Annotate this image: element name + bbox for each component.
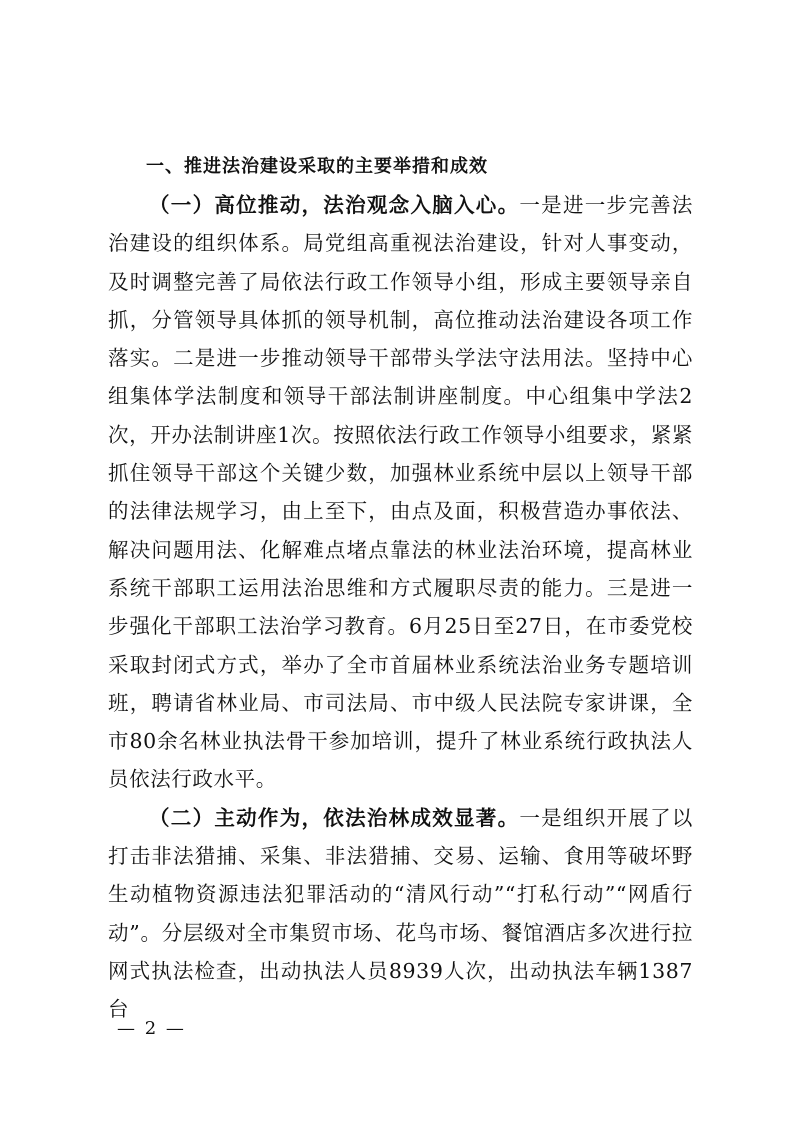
paragraph-1-lead: （一）高位推动，法治观念入脑入心。 [149, 193, 520, 217]
paragraph-2 [108, 799, 693, 1029]
paragraph-1-body: 一是进一步完善法治建设的组织体系。局党组高重视法治建设，针对人事变动，及时调整完善了局依法行政工作领导小组，形成主要领导亲自抓，分管领导具体抓的领导机制，高位推动法治建设各项工作落实。二是进一步推动领导干部带头学法守法用法。坚持中心组集体学法制度和领导干部法制讲座制度。中心组集中学法2次，开办法制讲座1次。按照依法行政工作领导小组要求，紧紧抓住领导干部这个关键少数，加强林业系统中层以上领导干部的法律法规学习，由上至下，由点及面，积极营造办事依法、解决问题用法、化解难点堵点靠法的林业法治环境，提高林业系统干部职工运用法治思维和方式履职尽责的能力。三是进一步强化干部职工法治学习教育。6月25日至27日，在市委党校采取封闭式方式，举办了全市首届林业系统法治业务专题培训班，聘请省林业局、市司法局、市中级人民法院专家讲课，全市80余名林业执法骨干参加培训，提升了林业系统行政执法人员依法行政水平。 [108, 193, 693, 792]
section-heading: 一、推进法治建设采取的主要举措和成效 [146, 156, 488, 177]
paragraph-1 [108, 186, 693, 799]
page-number: — 2 — [117, 1018, 186, 1039]
document-page [108, 148, 693, 1029]
paragraph-2-lead: （二）主动作为，依法治林成效显著。 [149, 805, 520, 830]
paragraph-2-body: 一是组织开展了以打击非法猎捕、采集、非法猎捕、交易、运输、食用等破坏野生动植物资源违法犯罪活动的“清风行动”“打私行动”“网盾行动”。分层级对全市集贸市场、花鸟市场、餐馆酒店多次进行拉网式执法检查，出动执法人员8939人次，出动执法车辆1387台 [108, 805, 693, 1022]
